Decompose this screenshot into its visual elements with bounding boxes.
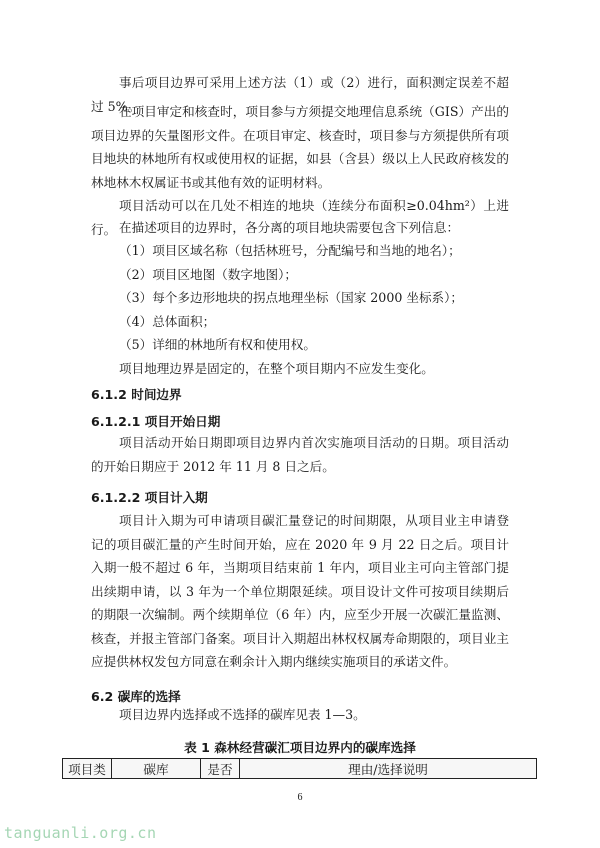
paragraph-start-date: 项目活动开始日期即项目边界内首次实施项目活动的日期。项目活动的开始日期应于 2012 年 11 月 8 日之后。	[91, 435, 509, 474]
table-header-cell: 理由/选择说明	[240, 759, 537, 779]
boundary-info-list	[91, 239, 509, 357]
table-header-cell: 项目类	[63, 759, 112, 779]
list-item: （1）项目区域名称（包括林班号，分配编号和当地的地名）；	[119, 243, 461, 258]
table-header-cell: 是否	[201, 759, 240, 779]
heading-carbon-pool-selection: 6.2 碳库的选择	[91, 689, 181, 704]
heading-time-boundary: 6.1.2 时间边界	[91, 387, 182, 402]
table-caption: 表 1 森林经营碳汇项目边界内的碳库选择	[184, 740, 416, 755]
heading-start-date: 6.1.2.1 项目开始日期	[91, 414, 221, 429]
list-item: （2）项目区地图（数字地图）；	[119, 266, 298, 282]
heading-crediting-period: 6.1.2.2 项目计入期	[91, 490, 208, 505]
list-item: （3）每个多边形地块的拐点地理坐标（国家 2000 坐标系）；	[119, 290, 464, 305]
watermark: tanguanli.org.cn	[4, 824, 157, 842]
paragraph-discontinuous-plots: 项目活动可以在几处不相连的地块（连续分布面积≥0.04hm²）上进行。	[91, 198, 509, 237]
paragraph-table-reference: 项目边界内选择或不选择的碳库见表 1—3。	[119, 707, 366, 722]
paragraph-gis-requirements: 在项目审定和核查时，项目参与方须提交地理信息系统（GIS）产出的项目边界的矢量图形文件。在项目审定、核查时，项目参与方须提供所有项目地块的林地所有权或使用权的证据，如县（含县）级以上人民政府核发的林地林木权属证书或其他有效的证明材料。	[91, 104, 509, 190]
paragraph-boundary-info-intro: 在描述项目的边界时，各分离的项目地块需要包含下列信息：	[119, 220, 460, 235]
list-item: （4）总体面积；	[119, 313, 216, 329]
paragraph-error-tolerance: 事后项目边界可采用上述方法（1）或（2）进行，面积测定误差不超过 5%。	[91, 75, 509, 114]
paragraph-crediting-period: 项目计入期为可申请项目碳汇量登记的时间期限，从项目业主申请登记的项目碳汇量的产生时间开始，应在 2020 年 9 月 22 日之后。项目计入期一般不超过 6 年，当期项目结束前 1 年内，项目业主可向主管部门提出续期申请，以 3 年为一个单位期限延续。项目设计文件可按项目续期后的期限一次编制。两个续期单位（6 年）内，应至少开展一次碳汇量监测、核查，并报主管部门备案。项目计入期超出林权权属寿命期限的，项目业主应提供林权发包方同意在剩余计入期内继续实施项目的承诺文件。	[91, 513, 509, 669]
carbon-pool-table	[62, 758, 537, 779]
table-header-cell: 碳库	[112, 759, 201, 779]
table-header-row	[63, 759, 537, 779]
page-number: 6	[297, 792, 303, 803]
list-item: （5）详细的林地所有权和使用权。	[119, 337, 316, 352]
paragraph-fixed-boundary: 项目地理边界是固定的，在整个项目期内不应发生变化。	[119, 361, 434, 376]
